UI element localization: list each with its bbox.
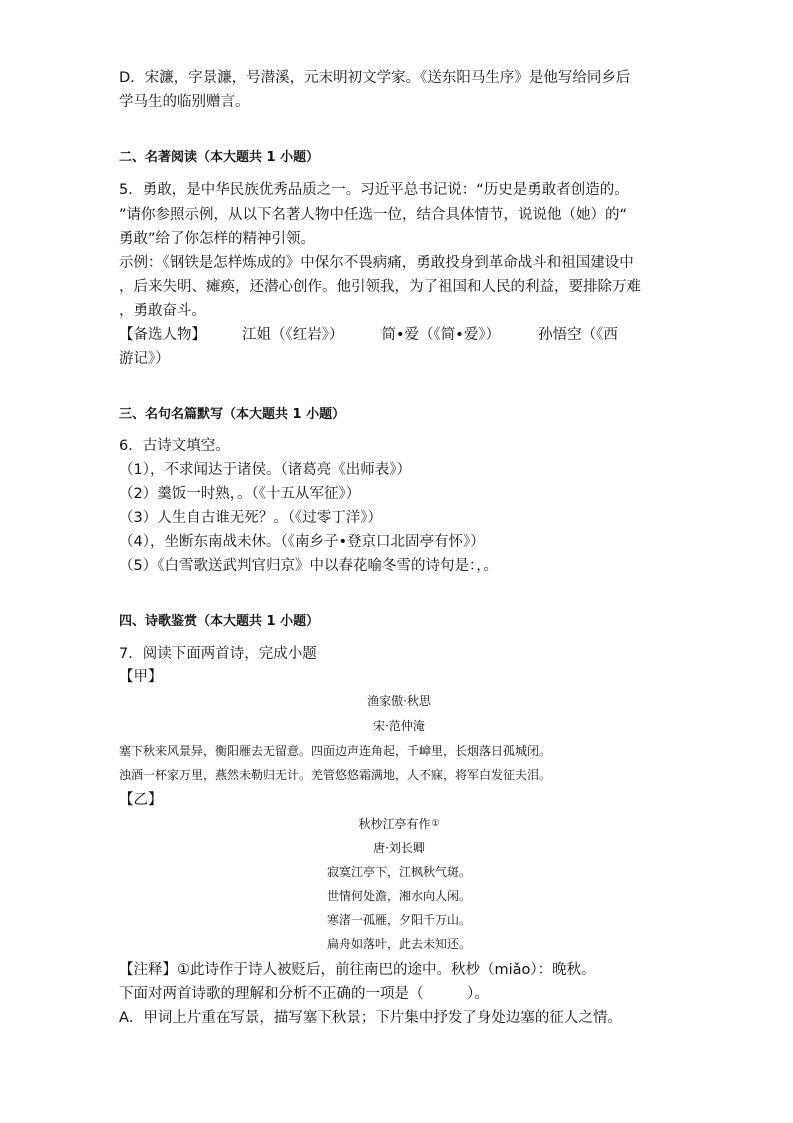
- section-heading-3: 三、名句名篇默写（本大题共 1 小题）: [119, 407, 346, 422]
- poem-b-line: 扁舟如落叶，此去未知还。: [326, 937, 471, 951]
- q7-question: 下面对两首诗歌的理解和分析不正确的一项是（ ）。: [119, 986, 489, 1002]
- candidates-row: [119, 325, 679, 345]
- poem-b-line: 寂寞江亭下，江枫秋气斑。: [326, 865, 471, 879]
- q4-option-d-line1: D．宋濂，字景濂，号潜溪，元末明初文学家。《送东阳马生序》是他写给同乡后: [119, 70, 631, 86]
- candidates-label: 【备选人物】: [119, 327, 206, 343]
- candidates-continuation: 游记》）: [119, 351, 170, 367]
- candidate-item: 孙悟空（《西: [538, 327, 618, 343]
- fill-blank-item: （5）《白雪歌送武判官归京》中以春花喻冬雪的诗句是：，。: [119, 558, 498, 574]
- q5-line: 5．勇敢，是中华民族优秀品质之一。习近平总书记说：“历史是勇敢者创造的。: [119, 182, 629, 198]
- poem-b-title: 秋杪江亭有作: [358, 817, 431, 831]
- candidate-item: 简•爱（《简•爱》）: [381, 327, 501, 343]
- poem-b-line: 寒渚一孤雁，夕阳千万山。: [326, 913, 471, 927]
- q5-line: ”请你参照示例，从以下名著人物中任选一位，结合具体情节，说说他（她）的“: [119, 207, 628, 223]
- candidate-item: 江姐（《红岩》）: [242, 327, 344, 343]
- q5-line: 勇敢”给了你怎样的精神引领。: [119, 231, 316, 247]
- poem-a-line: 浊酒一杯家万里，燕然未勒归无计。羌管悠悠霜满地，人不寐，将军白发征夫泪。: [119, 768, 552, 782]
- q7-title: 7．阅读下面两首诗，完成小题: [119, 646, 317, 662]
- q4-option-d-line2: 学马生的临别赠言。: [119, 94, 250, 110]
- poem-a-line: 塞下秋来风景异，衡阳雁去无留意。四面边声连角起，千嶂里，长烟落日孤城闭。: [119, 744, 552, 758]
- q7-option-a: A．甲词上片重在写景，描写塞下秋景；下片集中抒发了身处边塞的征人之情。: [119, 1010, 622, 1026]
- poem-a-author: 宋·范仲淹: [373, 719, 425, 733]
- fill-blank-item: （1），不求闻达于诸侯。（诸葛亮《出师表》）: [119, 462, 411, 478]
- section-heading-2: 二、名著阅读（本大题共 1 小题）: [119, 150, 320, 165]
- q5-example-line: ，后来失明、瘫痪，还潜心创作。他引领我，为了祖国和人民的利益，要排除万难: [119, 279, 641, 295]
- poem-b-label: 【乙】: [119, 792, 163, 808]
- footnote-marker: ①: [431, 819, 440, 829]
- fill-blank-item: （2）羹饭一时熟，。（《十五从军征》）: [119, 486, 361, 502]
- poem-a-label: 【甲】: [119, 669, 163, 685]
- section-heading-4: 四、诗歌鉴赏（本大题共 1 小题）: [119, 614, 320, 629]
- q5-example-line: ，勇敢奋斗。: [119, 303, 206, 319]
- poem-a-title: 渔家傲·秋思: [367, 694, 431, 708]
- poem-b-author: 唐·刘长卿: [373, 841, 425, 855]
- poem-b-line: 世情何处澹，湘水向人闲。: [326, 889, 471, 903]
- fill-blank-item: （3）人生自古谁无死？。（《过零丁洋》）: [119, 510, 382, 526]
- q5-example-line: 示例：《钢铁是怎样炼成的》中保尔不畏病痛，勇敢投身到革命战斗和祖国建设中: [119, 255, 634, 271]
- poem-b-title-row: [119, 815, 679, 833]
- q6-title: 6．古诗文填空。: [119, 438, 230, 454]
- fill-blank-item: （4），坐断东南战未休。（《南乡子•登京口北固亭有怀》）: [119, 534, 485, 550]
- annotation-note: 【注释】①此诗作于诗人被贬后，前往南巴的途中。秋杪（miǎo）：晚秋。: [119, 962, 596, 978]
